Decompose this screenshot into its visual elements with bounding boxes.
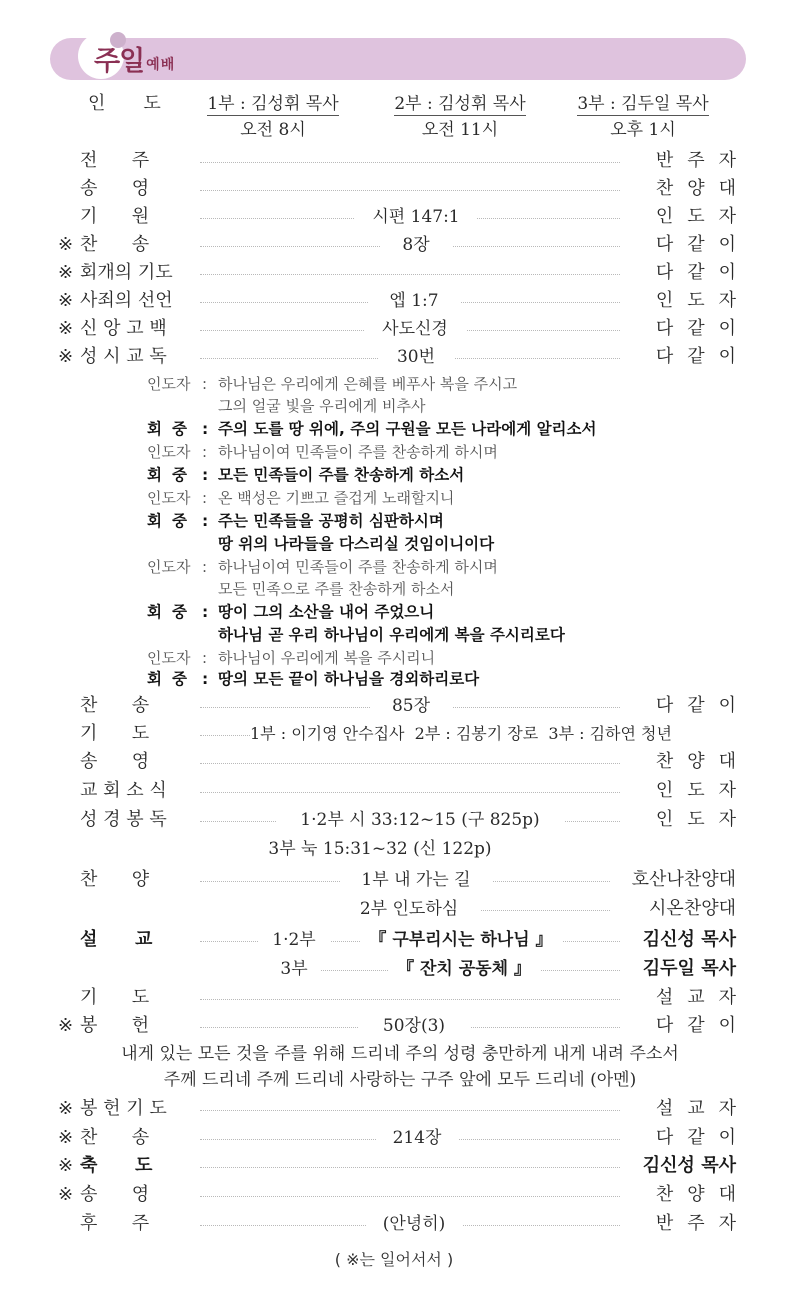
order-row-postlude bbox=[0, 1210, 800, 1238]
reading-role: 회중 bbox=[147, 603, 197, 621]
preacher-name: 김두일 목사 bbox=[637, 955, 736, 983]
order-label: 기 도 bbox=[80, 723, 150, 744]
reading-role: 인도자 bbox=[147, 489, 191, 507]
sermon-title: 『 구부리시는 하나님 』 bbox=[360, 926, 562, 954]
order-responsible: 다같이 bbox=[650, 692, 750, 720]
reading-line: 땅 위의 나라들을 다스리실 것임이니이다 bbox=[218, 535, 495, 553]
standing-mark: ※ bbox=[58, 1098, 74, 1119]
reading-role: 인도자 bbox=[147, 443, 191, 461]
order-label: 후 주 bbox=[80, 1213, 150, 1234]
order-row-prayer bbox=[0, 720, 800, 748]
order-detail: 시편 147:1 bbox=[355, 203, 477, 231]
order-label: 전 주 bbox=[80, 150, 150, 171]
order-row-absolution bbox=[0, 287, 800, 315]
order-detail: 8장 bbox=[380, 231, 452, 259]
reading-line: 하나님이 우리에게 복을 주시리니 bbox=[218, 649, 436, 667]
reading-line: 땅의 모든 끝이 하나님을 경외하리로다 bbox=[218, 670, 480, 688]
leader-dots bbox=[200, 274, 620, 275]
reading-role: 회중 bbox=[147, 466, 197, 484]
choir-name: 시온찬양대 bbox=[643, 895, 736, 923]
order-responsible: 설교자 bbox=[650, 984, 750, 1012]
service-time: 오전 11시 bbox=[421, 120, 499, 140]
order-row-invocation bbox=[0, 203, 800, 231]
leader-dots bbox=[200, 792, 620, 793]
order-label: 찬 양 bbox=[80, 869, 150, 890]
section-title-main: 주일 bbox=[94, 46, 145, 77]
order-row-anthem-2 bbox=[0, 895, 800, 923]
reading-role: 인도자 bbox=[147, 649, 191, 667]
order-label: 축 도 bbox=[80, 1155, 153, 1176]
section-title-sub: 예배 bbox=[146, 57, 176, 73]
reading-line: 하나님이여 민족들이 주를 찬송하게 하시며 bbox=[218, 558, 498, 576]
order-row-benediction bbox=[0, 1152, 800, 1180]
reading-line: 주는 민족들을 공평히 심판하시며 bbox=[218, 512, 444, 530]
order-detail: 214장 bbox=[376, 1124, 458, 1152]
reading-leader: 인도자 : 온 백성은 기쁘고 즐겁게 노래할지니 bbox=[147, 489, 455, 507]
preacher-name: 김신성 목사 bbox=[637, 926, 736, 954]
order-label: 신 앙 고 백 bbox=[80, 318, 167, 339]
officiant-name: 2부 : 김성휘 목사 bbox=[394, 94, 526, 114]
order-detail: 사도신경 bbox=[364, 315, 466, 343]
order-row-doxology bbox=[0, 175, 800, 203]
order-row-doxology-2 bbox=[0, 748, 800, 776]
order-label: 설 교 bbox=[80, 929, 153, 950]
officiant-service-2 bbox=[386, 92, 534, 142]
order-label: 성 경 봉 독 bbox=[80, 809, 167, 830]
standing-mark: ※ bbox=[58, 234, 74, 255]
order-row-prelude bbox=[0, 147, 800, 175]
scripture-reference: 1·2부 시 33:12~15 (구 825p) bbox=[276, 806, 564, 834]
order-row-creed bbox=[0, 315, 800, 343]
reading-role: 인도자 bbox=[147, 375, 191, 393]
order-label: 사죄의 선언 bbox=[80, 290, 173, 311]
reading-line: 온 백성은 기쁘고 즐겁게 노래할지니 bbox=[218, 489, 455, 507]
reading-line: 그의 얼굴 빛을 우리에게 비추사 bbox=[218, 397, 426, 415]
leader-dots bbox=[200, 1196, 620, 1197]
leader-dots bbox=[200, 999, 620, 1000]
order-row-hymn bbox=[0, 231, 800, 259]
standing-mark: ※ bbox=[58, 1184, 74, 1205]
standing-mark: ※ bbox=[58, 318, 74, 339]
order-row-scripture bbox=[0, 806, 800, 834]
reading-line: 땅이 그의 소산을 내어 주었으니 bbox=[218, 603, 435, 621]
order-responsible: 찬양대 bbox=[650, 1181, 750, 1209]
order-row-anthem bbox=[0, 866, 800, 894]
leader-dots bbox=[200, 162, 620, 163]
service-time: 오전 8시 bbox=[240, 120, 306, 140]
reading-leader-cont bbox=[147, 395, 425, 417]
standing-mark: ※ bbox=[58, 1155, 74, 1176]
order-responsible: 반주자 bbox=[650, 147, 750, 175]
sermon-service: 3부 bbox=[268, 955, 320, 983]
order-row-responsive-reading bbox=[0, 343, 800, 371]
reading-leader-cont bbox=[147, 578, 454, 600]
reading-role: 회중 bbox=[147, 670, 197, 688]
order-row-church-news bbox=[0, 777, 800, 805]
prayer-leaders: 1부 : 이기영 안수집사 2부 : 김봉기 장로 3부 : 김하연 청년 bbox=[250, 724, 672, 743]
leader-dots bbox=[470, 910, 610, 911]
order-detail: 85장 bbox=[370, 692, 452, 720]
order-label: 찬 송 bbox=[80, 695, 150, 716]
order-row-doxology-3 bbox=[0, 1181, 800, 1209]
order-label: 성 시 교 독 bbox=[80, 346, 167, 367]
order-label: 봉 헌 기 도 bbox=[80, 1098, 167, 1119]
reading-people: 회중 : 주의 도를 땅 위에, 주의 구원을 모든 나라에게 알리소서 bbox=[147, 420, 597, 438]
reading-role: 인도자 bbox=[147, 558, 191, 576]
section-title bbox=[94, 40, 175, 80]
reading-people: 회중 : 땅이 그의 소산을 내어 주었으니 bbox=[147, 603, 435, 621]
order-label: 교 회 소 식 bbox=[80, 780, 167, 801]
order-responsible: 반주자 bbox=[650, 1210, 750, 1238]
reading-line: 주의 도를 땅 위에, 주의 구원을 모든 나라에게 알리소서 bbox=[218, 420, 597, 438]
reading-role: 회중 bbox=[147, 420, 197, 438]
order-responsible: 인도자 bbox=[650, 777, 750, 805]
order-label: 기 원 bbox=[80, 206, 150, 227]
offering-lyrics-line: 내게 있는 모든 것을 주를 위해 드리네 주의 성령 충만하게 내게 내려 주소서 bbox=[121, 1044, 679, 1064]
service-time: 오후 1시 bbox=[610, 120, 676, 140]
reading-leader: 인도자 : 하나님이여 민족들이 주를 찬송하게 하시며 bbox=[147, 443, 498, 461]
order-row-prayer-2 bbox=[0, 984, 800, 1012]
order-label: 회개의 기도 bbox=[80, 262, 173, 283]
standing-mark: ※ bbox=[58, 1127, 74, 1148]
order-detail: 30번 bbox=[378, 343, 454, 371]
standing-mark: ※ bbox=[58, 290, 74, 311]
preacher-name: 김신성 목사 bbox=[637, 1152, 736, 1180]
officiant-service-3 bbox=[570, 92, 716, 142]
reading-leader: 인도자 : 하나님은 우리에게 은혜를 베푸사 복을 주시고 bbox=[147, 375, 518, 393]
order-responsible: 다같이 bbox=[650, 259, 750, 287]
order-row-hymn-214 bbox=[0, 1124, 800, 1152]
reading-leader: 인도자 : 하나님이 우리에게 복을 주시리니 bbox=[147, 649, 436, 667]
reading-people: 회중 : 주는 민족들을 공평히 심판하시며 bbox=[147, 512, 444, 530]
order-responsible: 인도자 bbox=[650, 203, 750, 231]
choir-name: 호산나찬양대 bbox=[626, 866, 736, 894]
anthem-title: 1부 내 가는 길 bbox=[340, 866, 492, 894]
reading-role: 회중 bbox=[147, 512, 197, 530]
order-label: 기 도 bbox=[80, 987, 150, 1008]
order-label: 송 영 bbox=[80, 751, 150, 772]
officiant-service-1 bbox=[200, 92, 346, 142]
standing-mark: ※ bbox=[58, 346, 74, 367]
order-label: 봉 헌 bbox=[80, 1015, 150, 1036]
order-label: 찬 송 bbox=[80, 1127, 150, 1148]
officiant-label: 인도 bbox=[88, 93, 199, 114]
leader-dots bbox=[200, 1110, 620, 1111]
order-row-offering-prayer bbox=[0, 1095, 800, 1123]
leader-dots bbox=[200, 735, 250, 736]
standing-mark: ※ bbox=[58, 262, 74, 283]
anthem-title: 2부 인도하심 bbox=[338, 895, 480, 923]
standing-footnote: ( ※는 일어서서 ) bbox=[334, 1250, 454, 1269]
sermon-title: 『 잔치 공동체 』 bbox=[388, 955, 540, 983]
reading-line: 하나님이여 민족들이 주를 찬송하게 하시며 bbox=[218, 443, 498, 461]
sermon-service: 1·2부 bbox=[258, 926, 330, 954]
order-detail: 50장(3) bbox=[358, 1012, 470, 1040]
order-responsible: 찬양대 bbox=[650, 748, 750, 776]
standing-mark: ※ bbox=[58, 1015, 74, 1036]
order-responsible: 설교자 bbox=[650, 1095, 750, 1123]
order-responsible: 다같이 bbox=[650, 343, 750, 371]
reading-line: 하나님은 우리에게 은혜를 베푸사 복을 주시고 bbox=[218, 375, 518, 393]
offering-lyrics-line: 주께 드리네 주께 드리네 사랑하는 구주 앞에 모두 드리네 (아멘) bbox=[163, 1070, 637, 1090]
officiant-name: 1부 : 김성휘 목사 bbox=[207, 94, 339, 114]
officiant-name: 3부 : 김두일 목사 bbox=[577, 94, 709, 114]
order-row-hymn-85 bbox=[0, 692, 800, 720]
order-responsible: 다같이 bbox=[650, 1012, 750, 1040]
order-row-confession bbox=[0, 259, 800, 287]
reading-line: 하나님 곧 우리 하나님이 우리에게 복을 주시리로다 bbox=[218, 626, 565, 644]
reading-people-cont bbox=[147, 533, 494, 555]
order-responsible: 인도자 bbox=[650, 287, 750, 315]
leader-dots bbox=[200, 763, 620, 764]
reading-people: 회중 : 땅의 모든 끝이 하나님을 경외하리로다 bbox=[147, 670, 480, 688]
order-row-sermon-2 bbox=[0, 955, 800, 983]
order-detail: 엡 1:7 bbox=[368, 287, 460, 315]
order-row-sermon bbox=[0, 926, 800, 954]
leader-dots bbox=[200, 190, 620, 191]
leader-dots bbox=[200, 1167, 620, 1168]
reading-people: 회중 : 모든 민족들이 주를 찬송하게 하소서 bbox=[147, 466, 465, 484]
order-responsible: 다같이 bbox=[650, 315, 750, 343]
reading-line: 모든 민족으로 주를 찬송하게 하소서 bbox=[218, 580, 455, 598]
reading-people-cont bbox=[147, 624, 565, 646]
order-responsible: 찬양대 bbox=[650, 175, 750, 203]
order-responsible: 다같이 bbox=[650, 231, 750, 259]
order-label: 송 영 bbox=[80, 1184, 150, 1205]
order-row-offering bbox=[0, 1012, 800, 1040]
order-detail: (안녕히) bbox=[366, 1210, 462, 1238]
reading-line: 모든 민족들이 주를 찬송하게 하소서 bbox=[218, 466, 465, 484]
scripture-reference-2: 3부 눅 15:31~32 (신 122p) bbox=[268, 839, 492, 859]
order-label: 송 영 bbox=[80, 178, 150, 199]
reading-leader: 인도자 : 하나님이여 민족들이 주를 찬송하게 하시며 bbox=[147, 558, 498, 576]
order-responsible: 인도자 bbox=[650, 806, 750, 834]
order-responsible: 다같이 bbox=[650, 1124, 750, 1152]
order-label: 찬 송 bbox=[80, 234, 150, 255]
